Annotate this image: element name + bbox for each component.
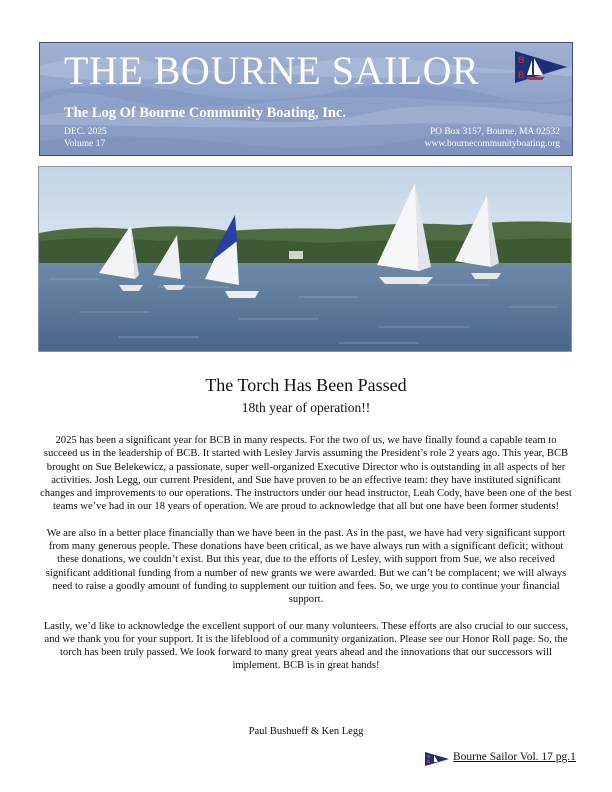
sailboats-photo (38, 166, 572, 352)
burgee-letter-bottom: B (518, 70, 525, 80)
article-paragraph: 2025 has been a significant year for BCB in many respects. For the two of us, we have finally found a capable team to succeed us in the leadership of BCB. It started with Lesley Jarvis assuming the President’s role 2 years ago. This year, BCB brought on Sue Belekewicz, a passionate, super well-organized Executive Director who is outstanding in all aspects of her activities. Josh Legg, our current President, and Sue have proven to be an effective team: they have instituted significant changes and improvements to our operations. The instructors under our head instructor, Leah Cody, have been one of the best teams we’ve had in our 18 years of operation. We are proud to acknowledge that all but one have been former students! (40, 435, 572, 513)
footer-page-label: Bourne Sailor Vol. 17 pg.1 (453, 751, 576, 763)
burgee-letter-top: B (518, 55, 525, 65)
article-title: The Torch Has Been Passed (205, 375, 407, 395)
newsletter-subtitle: The Log Of Bourne Community Boating, Inc. (64, 105, 346, 121)
issue-date: DEC. 2025 (64, 127, 107, 137)
website-address: www.bournecommunityboating.org (424, 139, 560, 149)
issue-volume: Volume 17 (64, 139, 106, 149)
mailing-address: PO Box 3157, Bourne, MA 02532 (429, 127, 560, 137)
article-body (40, 434, 572, 686)
article-paragraph: Lastly, we’d like to acknowledge the excellent support of our many volunteers. These efforts are also crucial to our success, and we thank you for your support. It is the lifeblood of a community organization. Please see our Honor Roll page. So, the torch has been truly passed. We look forward to many great years ahead and the innovations that our successors will implement. BCB is in great hands! (43, 620, 569, 672)
burgee-flag-icon (515, 51, 569, 85)
article-signature: Paul Bushueff & Ken Legg (248, 726, 364, 737)
article-paragraph: We are also in a better place financially than we have been in the past. As in the past, we have had very significant support from many generous people. These donations have been critical, as we have always run with a significant deficit; without these donations, we couldn’t exist. But this year, due to the efforts of Lesley, with support from Sue, we also received significant additional funding from a number of new grants we were awarded. But we can’t be complacent; we will always need to raise a goodly amount of funding to supplement our tuition and fees. So, we urge you to continue your financial support. (45, 527, 567, 606)
newsletter-title: THE BOURNE SAILOR (64, 48, 480, 93)
masthead-banner (39, 42, 573, 156)
article-subtitle: 18th year of operation!! (241, 400, 371, 415)
sailboats-illustration (39, 167, 572, 352)
burgee-flag-icon (425, 752, 449, 766)
